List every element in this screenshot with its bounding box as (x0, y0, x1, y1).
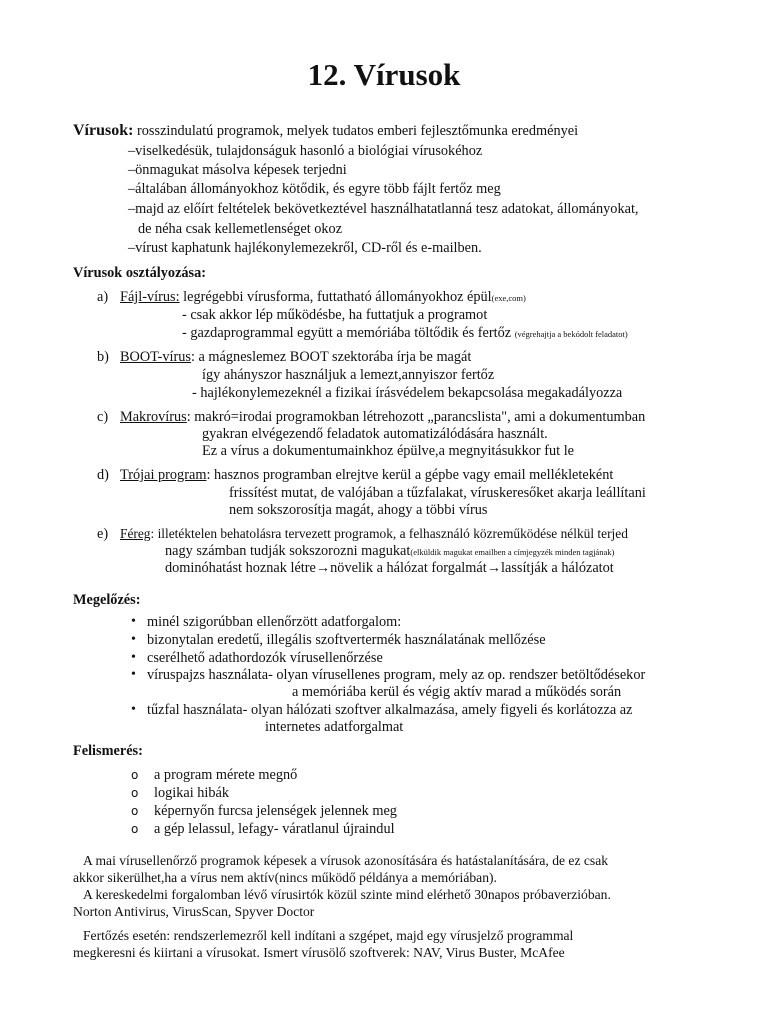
class-d-marker: d) (97, 467, 109, 483)
circle-bullet-icon: o (131, 804, 139, 818)
closing-paragraph-line: megkeresni és kiirtani a vírusokat. Ismert vírusölő szoftverek: NAV, Virus Buster, McAfee (73, 945, 565, 960)
bullet-icon: • (131, 650, 136, 665)
intro-point: –vírust kaphatunk hajlékonylemezekről, CD-ről és e-mailben. (128, 240, 482, 256)
prevention-item-continued: internetes adatforgalmat (265, 719, 404, 735)
prevention-item: tűzfal használata- olyan hálózati szoftver alkalmazása, amely figyeli és korlátozza az (147, 702, 633, 718)
class-c-detail: Ez a vírus a dokumentumainkhoz épülve,a megnyitásukkor fut le (202, 443, 575, 459)
bullet-icon: • (131, 614, 136, 629)
class-c-detail: gyakran elvégezendő feladatok automatizálódására használt. (202, 426, 548, 442)
recognition-item: képernyőn furcsa jelenségek jelennek meg (154, 803, 397, 819)
class-d-text: : hasznos programban elrejtve kerül a gépbe vagy email mellékleteként (206, 467, 614, 483)
closing-paragraph-line: Fertőzés esetén: rendszerlemezről kell indítani a szgépet, majd egy vírusjelző programmal (83, 928, 574, 943)
prevention-item-continued: a memóriába kerül és végig aktív marad a működés során (292, 684, 622, 700)
class-a-marker: a) (97, 289, 109, 305)
intro-point: –viselkedésük, tulajdonságuk hasonló a biológiai vírusokéhoz (128, 143, 483, 159)
class-a-detail (182, 324, 628, 343)
class-e-name: Féreg (120, 526, 151, 541)
class-a-detail: - csak akkor lép működésbe, ha futtatjuk a programot (182, 307, 488, 323)
class-a-note: (exe,com) (491, 293, 526, 303)
circle-bullet-icon: o (131, 822, 139, 836)
class-d-detail: nem sokszorosítja magát, ahogy a többi vírus (229, 502, 488, 518)
prevention-item: cserélhető adathordozók vírusellenőrzése (147, 650, 383, 666)
class-b-text: : a mágneslemez BOOT szektorába írja be magát (190, 349, 472, 365)
prevention-item: bizonytalan eredetű, illegális szoftvertermék használatának mellőzése (147, 632, 546, 648)
intro-point: –általában állományokhoz kötődik, és egyre több fájlt fertőz meg (128, 181, 501, 197)
circle-bullet-icon: o (131, 768, 139, 782)
bullet-icon: • (131, 702, 136, 717)
class-b-name: BOOT-vírus (120, 349, 191, 365)
class-e-line2: nagy számban tudják sokszorozni magukat (165, 543, 411, 559)
class-d-name: Trójai program (120, 467, 207, 483)
class-e-marker: e) (97, 526, 109, 542)
intro-point: –önmagukat másolva képesek terjedni (128, 162, 347, 178)
class-d-line (120, 466, 613, 484)
intro-definition-text: rosszindulatú programok, melyek tudatos emberi fejlesztőmunka eredményei (133, 123, 579, 139)
intro-term: Vírusok: (73, 122, 134, 139)
class-a-line (120, 288, 526, 307)
recognition-item: logikai hibák (154, 785, 230, 801)
class-b-line (120, 348, 471, 366)
class-d-detail: frissítést mutat, de valójában a tűzfalakat, víruskeresőket akarja leállítani (229, 485, 646, 501)
class-e-note: (elküldik magukat emailben a címjegyzék minden tagjának) (410, 547, 615, 557)
class-c-line (120, 408, 645, 426)
class-a-note2: (végrehajtja a bekódolt feladatot) (514, 329, 628, 339)
page-title: 12. Vírusok (307, 57, 461, 92)
intro-point: –majd az előírt feltételek bekövetkeztével használhatatlanná tesz adatokat, állományokat, (128, 201, 639, 217)
class-e-line (120, 525, 628, 543)
class-b-detail: így ahányszor használjuk a lemezt,annyiszor fertőz (202, 367, 495, 383)
class-e-text: : illetéktelen behatolásra tervezett programok, a felhasználó közreműködése nélkül terjed (150, 526, 628, 541)
class-a-text: legrégebbi vírusforma, futtatható állományokhoz épül (179, 289, 492, 305)
class-e-line3: dominóhatást hoznak létre→növelik a hálózat forgalmát→lassítják a hálózatot (165, 560, 614, 576)
recognition-heading: Felismerés: (73, 743, 143, 759)
class-a-detail-text: - gazdaprogrammal együtt a memóriába töltődik és fertőz (182, 325, 515, 341)
classification-heading: Vírusok osztályozása: (73, 265, 207, 281)
intro-point: de néha csak kellemetlenséget okoz (138, 221, 343, 237)
class-c-name: Makrovírus (120, 409, 187, 425)
recognition-item: a program mérete megnő (154, 767, 298, 783)
prevention-item: minél szigorúbban ellenőrzött adatforgalom: (147, 614, 402, 630)
class-c-marker: c) (97, 409, 109, 425)
intro-definition (73, 122, 578, 140)
closing-paragraph-line: A mai vírusellenőrző programok képesek a vírusok azonosítására és hatástalanítására, de ez csak (83, 853, 609, 868)
recognition-item: a gép lelassul, lefagy- váratlanul újraindul (154, 821, 395, 837)
closing-paragraph-line: Norton Antivirus, VirusScan, Spyver Doctor (73, 904, 315, 919)
class-c-text: : makró=irodai programokban létrehozott „parancslista", ami a dokumentumban (186, 409, 646, 425)
bullet-icon: • (131, 667, 136, 682)
class-a-name: Fájl-vírus: (120, 289, 180, 305)
bullet-icon: • (131, 632, 136, 647)
closing-paragraph-line: A kereskedelmi forgalomban lévő vírusirtók közül szinte mind elérhető 30napos próbaverzióban. (83, 887, 611, 902)
prevention-item: víruspajzs használata- olyan vírusellenes program, mely az op. rendszer betöltődésekor (147, 667, 646, 683)
class-b-marker: b) (97, 349, 109, 365)
class-b-detail: - hajlékonylemezeknél a fizikai írásvédelem bekapcsolása megakadályozza (192, 385, 623, 401)
circle-bullet-icon: o (131, 786, 139, 800)
prevention-heading: Megelőzés: (73, 592, 141, 608)
closing-paragraph-line: akkor sikerülhet,ha a vírus nem aktív(nincs működő példánya a memóriában). (73, 870, 497, 885)
